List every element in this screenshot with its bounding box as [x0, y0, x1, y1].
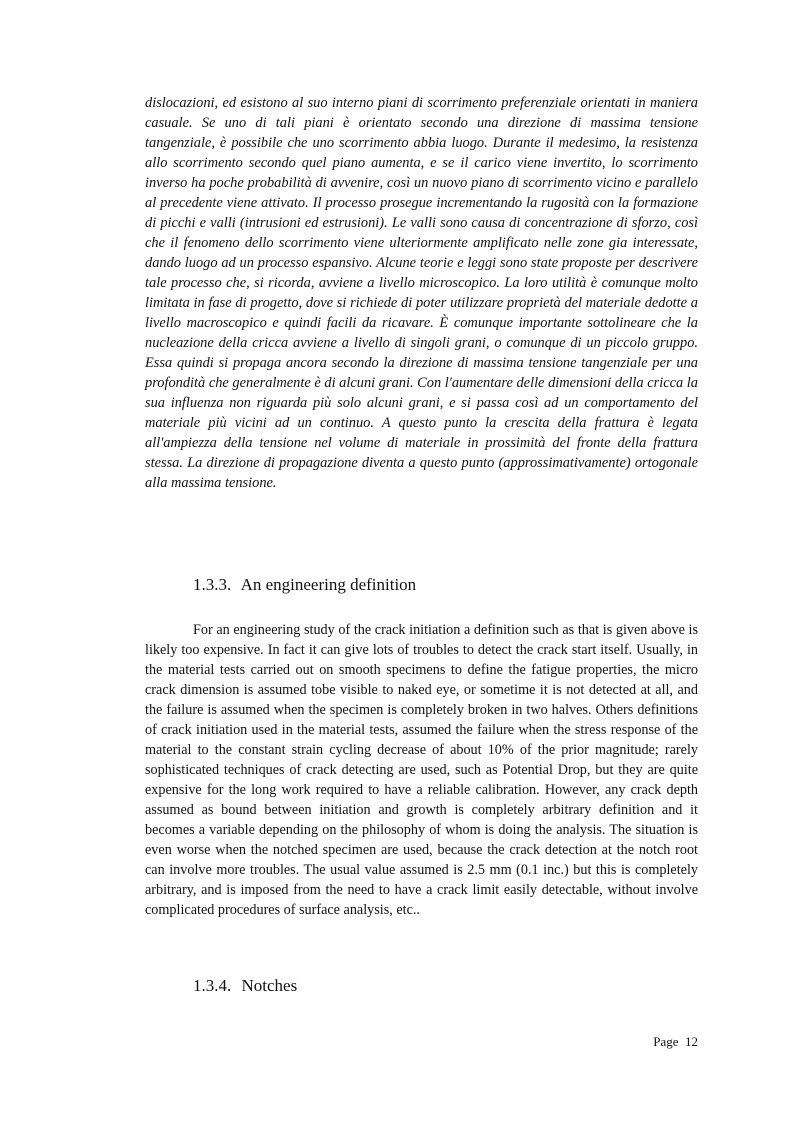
- engineering-definition-paragraph: For an engineering study of the crack initiation a definition such as that is given above is likely too expensive. In fact it can give lots of troubles to detect the crack start itself. Usually, in the material tests carried out on smooth specimens to define the fatigue properties, the micro crack dimension is assumed tobe visible to naked eye, or sometime it is not detected at all, and the failure is assumed when the specimen is completely broken in two halves. Others definitions of crack initiation used in the material tests, assumed the failure when the stress response of the material to the constant strain cycling decrease of about 10% of the prior magnitude; rarely sophisticated techniques of crack detecting are used, such as Potential Drop, but they are quite expensive for the long work required to have a reliable calibration. However, any crack depth assumed as bound between initiation and growth is completely arbitrary definition and it becomes a variable depending on the philosophy of whom is doing the analysis. The situation is even worse when the notched specimen are used, because the crack detection at the notch root can involve more troubles. The usual value assumed is 2.5 mm (0.1 inc.) but this is completely arbitrary, and is imposed from the need to have a crack limit easily detectable, without involve complicated procedures of surface analysis, etc..: [145, 622, 698, 918]
- section-heading-1-3-4: [193, 975, 297, 997]
- section-title: An engineering definition: [240, 575, 417, 594]
- page-number: Page 12: [653, 1034, 698, 1049]
- italian-paragraph: dislocazioni, ed esistono al suo interno piani di scorrimento preferenziale orientati in maniera casuale. Se uno di tali piani è orientato secondo una direzione di massima tensione tangenziale, è possibile che uno scorrimento abbia luogo. Durante il medesimo, la resistenza allo scorrimento secondo quel piano aumenta, e se il carico viene invertito, lo scorrimento inverso ha poche probabilità di avvenire, così un nuovo piano di scorrimento vicino e parallelo al precedente viene attivato. Il processo prosegue incrementando la rugosità con la formazione di picchi e valli (intrusioni ed estrusioni). Le valli sono causa di concentrazione di sforzo, così che il fenomeno dello scorrimento viene ulteriormente amplificato nelle zone gia interessate, dando luogo ad un processo espansivo. Alcune teorie e leggi sono state proposte per descrivere tale processo che, si ricorda, avviene a livello microscopico. La loro utilità è comunque molto limitata in fase di progetto, dove si richiede di poter utilizzare proprietà del materiale dedotte a livello macroscopico e quindi facili da ricavare. È comunque importante sottolineare che la nucleazione della cricca avviene a livello di singoli grani, o comunque di un piccolo gruppo. Essa quindi si propaga ancora secondo la direzione di massima tensione tangenziale per una profondità che generalmente è di alcuni grani. Con l'aumentare delle dimensioni della cricca la sua influenza non riguarda più solo alcuni grani, e si passa così ad un comportamento del materiale più vicini ad un continuo. A questo punto la crescita della frattura è legata all'ampiezza della tensione nel volume di materiale in prossimità del fronte della frattura stessa. La direzione di propagazione diventa a questo punto (approssimativamente) ortogonale alla massima tensione.: [145, 95, 698, 491]
- section-heading-1-3-3: [193, 574, 416, 596]
- section-title: Notches: [241, 976, 298, 995]
- section-number: 1.3.3.: [193, 575, 232, 594]
- section-number: 1.3.4.: [193, 976, 232, 995]
